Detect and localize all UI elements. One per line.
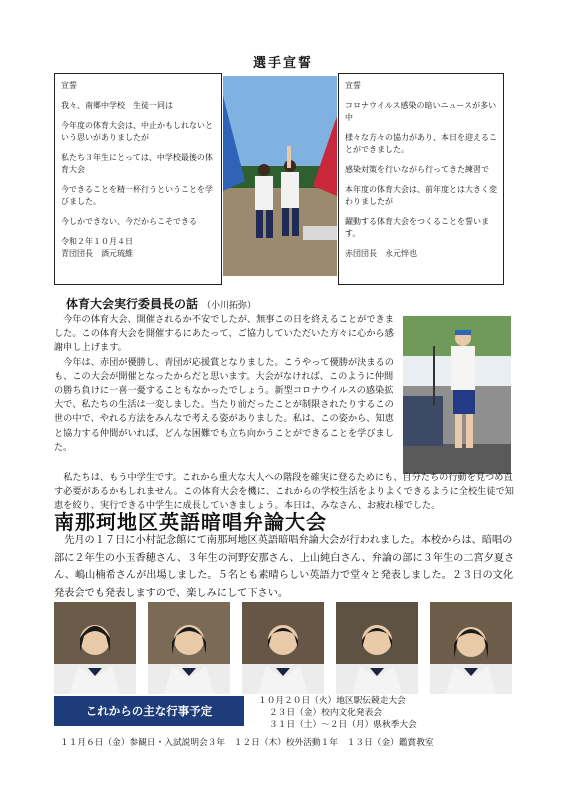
speech-closing: 私たちは、もう中学生です。これから重大な大人への階段を確実に登るためにも、自分たちの行動を見つめ直す必要があるかもしれません。この体育大会を機に、これからの学校生活をよりよくできるように全校生徒で知恵を絞り、実行できる中学生に成長していきましょう。本日は、みなさん、お疲れ様でした。 (54, 472, 514, 512)
speech-paragraph: 今年は、赤団が優勝し、青団が応援賞となりました。こうやって優勝が決まるのも、この大会が開催となったからだと思います。大会がなければ、このように仲間の勝ち負けに一喜一憂することもなかったでしょう。新型コロナウイルスの感染拡大で、私たちの生活は一変しました。当たり前だったことが制限されたりするこの世の中で、やれる方法をみんなで考える姿がありました。私は、この姿から、知恵と協力する仲間がいれば、どんな困難でも立ち向かうことができることを学びました。 (54, 356, 394, 453)
oath-left-signature: 青団団長 酒元琉維 (61, 249, 133, 258)
speech-title-text: 体育大会実行委員長の話 (66, 297, 199, 311)
speech-photo (403, 316, 511, 474)
contest-title: 南那珂地区英語暗唱弁論大会 (54, 510, 327, 534)
speech-title (66, 295, 256, 312)
events-banner: これからの主な行事予定 (54, 696, 244, 726)
oath-right-heading: 宣誓 (345, 81, 361, 90)
oath-right-signature: 赤団団長 永元悴也 (345, 249, 417, 258)
oath-left-line: 今しかできない、今だからこそできる (61, 217, 197, 226)
student-photo (54, 602, 136, 694)
oath-left-heading: 宣誓 (61, 81, 77, 90)
event-item: ３１日（土）～２日（月）県秋季大会 (269, 720, 417, 730)
contest-body: 先月の１７日に小村記念館にて南那珂地区英語暗唱弁論大会が行われました。本校からは、暗唱の部に２年生の小玉香穂さん、３年生の河野安那さん、上山純白さん、弁論の部に３年生の二宮夕夏さん、嶋山楠希さんが出場しました。５名とも素晴らしい英語力で堂々と発表しました。２３日の文化発表会でも発表しますので、楽しみにして下さい。 (54, 535, 515, 599)
oath-left-line: 我々、南郷中学校 生徒一同は (61, 101, 173, 110)
oath-right-line: 感染対策を行いながら行ってきた練習で (345, 165, 489, 174)
student-photo (242, 602, 324, 694)
oath-right-line: コロナウイルス感染の暗いニュースが多い中 (345, 101, 497, 122)
oath-right-box (338, 73, 504, 285)
oath-left-line: 私たち３年生にとっては、中学校最後の体育大会 (61, 153, 213, 174)
oath-title: 選手宣誓 (252, 56, 313, 71)
event-item: ２３日（金）校内文化発表会 (269, 708, 382, 718)
oath-photo (223, 76, 337, 276)
student-photo (148, 602, 230, 694)
speech-author: （小川拓弥） (202, 301, 257, 311)
oath-right-line: 本年度の体育大会は、前年度とは大きく変わりましたが (345, 185, 497, 206)
oath-left-date: 令和２年１０月４日 (61, 237, 133, 246)
speech-paragraph: 今年の体育大会、開催されるか不安でしたが、無事この日を終えることができました。この体育大会を開催するにあたって、ご協力していただいた方々に心から感謝申し上げます。 (54, 314, 394, 354)
oath-right-line: 様々な方々の協力があり、本日を迎えることができました。 (345, 133, 497, 154)
oath-right-line: 躍動する体育大会をつくることを誓います。 (345, 217, 489, 238)
event-item: １１月６日（金）参観日・入試説明会３年 １２日（木）校外活動１年 １３日（金）鑑賞教室 (60, 738, 434, 748)
oath-left-line: 今年度の体育大会は、中止かもしれないという思いがありましたが (61, 121, 213, 142)
student-photo (430, 602, 512, 694)
speech-body (54, 313, 402, 455)
oath-left-box (54, 73, 222, 285)
oath-left-line: 今できることを精一杯行うということを学びました。 (61, 185, 213, 206)
student-photo (336, 602, 418, 694)
event-item: １０月２０日（火）地区駅伝競走大会 (258, 696, 406, 706)
